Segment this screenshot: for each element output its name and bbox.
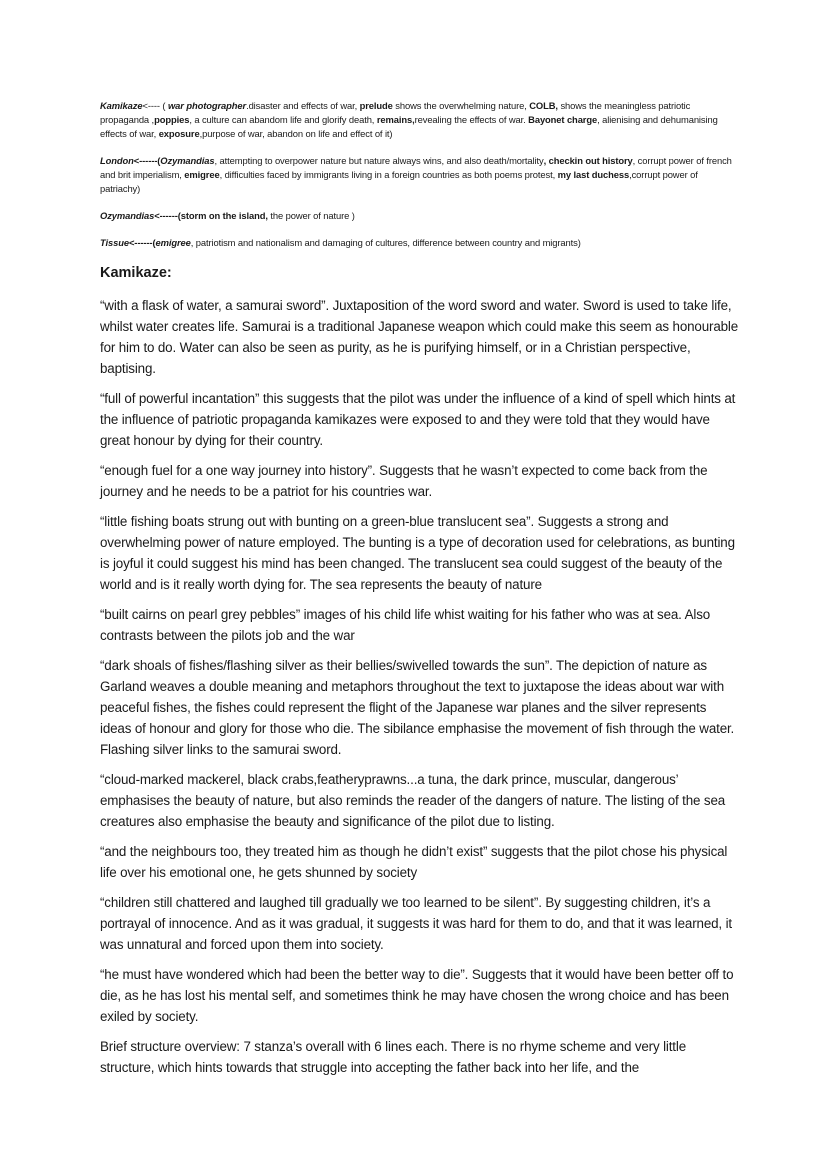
note-text: <---- (	[142, 100, 168, 111]
note-bold: exposure	[158, 128, 200, 139]
note-text: , difficulties faced by immigrants living in a foreign countries as both poems protest,	[219, 169, 558, 180]
note-text: ,purpose of war, abandon on life and effect of it)	[199, 128, 393, 139]
note-bold: prelude	[359, 100, 393, 111]
analysis-paragraph: “children still chattered and laughed till gradually we too learned to be silent”. By suggesting children, it’s a portrayal of innocence. And as it was gradual, it suggests it was hard for them to do, and that it was learned, it was unnatural and forced upon them into society.	[100, 895, 732, 952]
note-bold: <------(	[128, 237, 156, 248]
note-bold: <------(	[133, 155, 161, 166]
note-text: revealing the effects of war.	[414, 114, 529, 125]
note-text: the power of nature )	[267, 210, 355, 221]
note-emphasis: war photographer	[167, 100, 247, 111]
note-emphasis: Ozymandias	[160, 155, 215, 166]
analysis-paragraph: “little fishing boats strung out with bunting on a green-blue translucent sea”. Suggests a strong and overwhelming power of nature employed. The bunting is a type of decoration used for celebrations, as bunting is joyful it could suggest his mind has been changed. The translucent sea could suggest of the beauty of the world and is it really worth dying for. The sea represents the beauty of nature	[100, 514, 735, 592]
poem-comparison-notes	[100, 99, 740, 250]
analysis-paragraph: “with a flask of water, a samurai sword”. Juxtaposition of the word sword and water. Sword is used to take life, whilst water creates life. Samurai is a traditional Japanese weapon which could make this seem as honourable for him to do. Water can also be seen as purity, as he is purifying himself, or in a Christian perspective, baptising.	[100, 298, 739, 376]
comparison-note	[100, 236, 740, 250]
note-bold: emigree	[184, 169, 220, 180]
note-bold: poppies	[154, 114, 190, 125]
note-text: , alienising and dehumanising effects of war,	[100, 114, 718, 139]
note-text: , attempting to overpower nature but nature always wins, and also death/mortality	[214, 155, 544, 166]
note-bold: COLB,	[529, 100, 558, 111]
analysis-paragraph: “cloud-marked mackerel, black crabs,featheryprawns...a tuna, the dark prince, muscular, dangerous’ emphasises the beauty of nature, but also reminds the reader of the dangers of nature. The listing of the sea creatures also emphasise the beauty and significance of the pilot due to listing.	[100, 772, 726, 829]
analysis-paragraph: Brief structure overview: 7 stanza’s overall with 6 lines each. There is no rhyme scheme and very little structure, which hints towards that struggle into accepting the father back into her life, and the	[100, 1039, 687, 1075]
comparison-note	[100, 99, 740, 141]
note-bold: <------(storm on the island,	[154, 210, 268, 221]
note-bold: , checkin out history	[543, 155, 633, 166]
note-emphasis: emigree	[155, 237, 191, 248]
note-text: .disaster and effects of war,	[246, 100, 360, 111]
note-emphasis: London	[100, 155, 134, 166]
analysis-paragraph: “built cairns on pearl grey pebbles” images of his child life whist waiting for his father who was at sea. Also contrasts between the pilots job and the war	[100, 607, 711, 643]
note-emphasis: Ozymandias	[100, 210, 155, 221]
note-text: ,corrupt power of patriachy)	[100, 169, 698, 194]
analysis-paragraph: “and the neighbours too, they treated him as though he didn’t exist” suggests that the pilot chose his physical life over his emotional one, he gets shunned by society	[100, 844, 728, 880]
analysis-paragraph: “he must have wondered which had been the better way to die”. Suggests that it would have been better off to die, as he has lost his mental self, and sometimes think he may have chosen the wrong choice and has been exiled by society.	[100, 967, 734, 1024]
section-heading: Kamikaze:	[100, 265, 172, 281]
note-text: shows the meaningless patriotic propaganda ,	[100, 100, 691, 125]
note-text: , corrupt power of french and brit imperialism,	[100, 155, 732, 180]
comparison-note	[100, 154, 740, 196]
analysis-paragraphs	[100, 295, 740, 1078]
comparison-note	[100, 209, 740, 223]
note-text: shows the overwhelming nature,	[392, 100, 530, 111]
document-page	[100, 99, 740, 1087]
note-emphasis: Tissue	[100, 237, 129, 248]
note-bold: my last duchess	[557, 169, 630, 180]
note-bold: Bayonet charge	[528, 114, 598, 125]
analysis-paragraph: “enough fuel for a one way journey into history”. Suggests that he wasn’t expected to come back from the journey and he needs to be a patriot for his countries war.	[100, 463, 708, 499]
note-text: , patriotism and nationalism and damaging of cultures, difference between country and migrants)	[190, 237, 581, 248]
analysis-paragraph: “dark shoals of fishes/flashing silver as their bellies/swivelled towards the sun”. The depiction of nature as Garland weaves a double meaning and metaphors throughout the text to juxtapose the ideas about war with peaceful fishes, the fishes could represent the flight of the Japanese war planes and the silver represents ideas of honour and glory for those who die. The sibilance emphasise the movement of fish through the water. Flashing silver links to the samurai sword.	[100, 658, 735, 757]
note-bold: remains,	[376, 114, 415, 125]
note-text: , a culture can abandom life and glorify death,	[189, 114, 377, 125]
note-emphasis: Kamikaze	[100, 100, 143, 111]
analysis-paragraph: “full of powerful incantation” this suggests that the pilot was under the influence of a kind of spell which hints at the influence of patriotic propaganda kamikazes were exposed to and they were told that they would have great honour by dying for their country.	[100, 391, 736, 448]
